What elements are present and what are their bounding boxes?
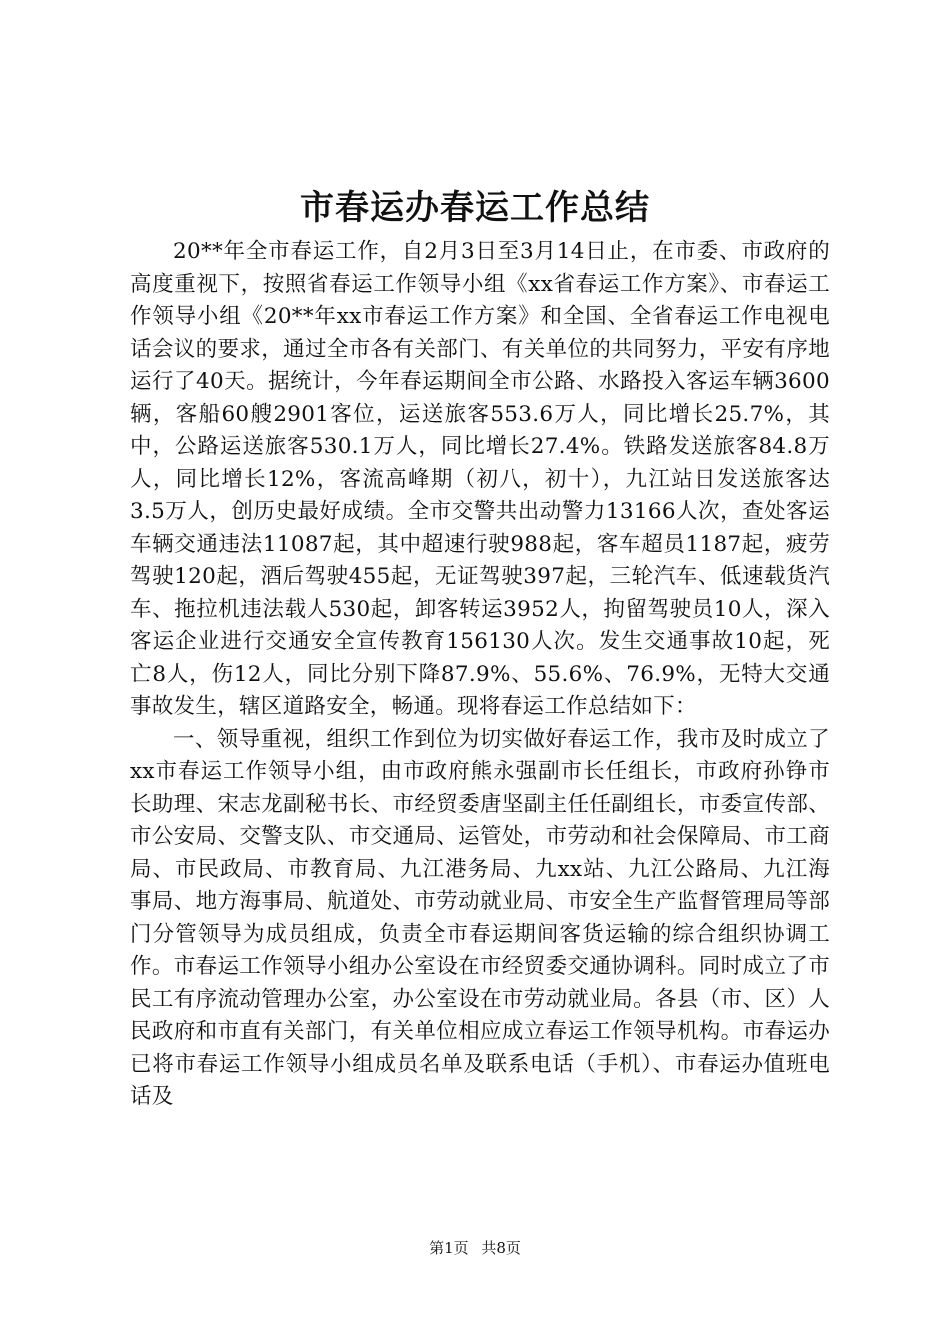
page-footer bbox=[0, 1238, 950, 1258]
page-total: 共8页 bbox=[481, 1239, 521, 1257]
document-body bbox=[130, 236, 830, 1114]
paragraph-summary: 20**年全市春运工作，自2月3日至3月14日止，在市委、市政府的高度重视下，按照省春运工作领导小组《xx省春运工作方案》、市春运工作领导小组《20**年xx市春运工作方案》和全国、全省春运工作电视电话会议的要求，通过全市各有关部门、有关单位的共同努力，平安有序地运行了40天。据统计，今年春运期间全市公路、水路投入客运车辆3600辆，客船60艘2901客位，运送旅客553.6万人，同比增长25.7%，其中，公路运送旅客530.1万人，同比增长27.4%。铁路发送旅客84.8万人，同比增长12%，客流高峰期（初八，初十），九江站日发送旅客达3.5万人，创历史最好成绩。全市交警共出动警力13166人次，查处客运车辆交通违法11087起，其中超速行驶988起，客车超员1187起，疲劳驾驶120起，酒后驾驶455起，无证驾驶397起，三轮汽车、低速载货汽车、拖拉机违法载人530起，卸客转运3952人，拘留驾驶员10人，深入客运企业进行交通安全宣传教育156130人次。发生交通事故10起，死亡8人，伤12人，同比分别下降87.9%、55.6%、76.9%，无特大交通事故发生，辖区道路安全，畅通。现将春运工作总结如下： bbox=[130, 239, 830, 719]
document-title: 市春运办春运工作总结 bbox=[300, 188, 650, 228]
paragraph-leadership: 一、领导重视，组织工作到位为切实做好春运工作，我市及时成立了xx市春运工作领导小组，由市政府熊永强副市长任组长，市政府孙铮市长助理、宋志龙副秘书长、市经贸委唐坚副主任任副组长，市委宣传部、市公安局、交警支队、市交通局、运管处，市劳动和社会保障局、市工商局、市民政局、市教育局、九江港务局、九xx站、九江公路局、九江海事局、地方海事局、航道处、市劳动就业局、市安全生产监督管理局等部门分管领导为成员组成，负责全市春运期间客货运输的综合组织协调工作。市春运工作领导小组办公室设在市经贸委交通协调科。同时成立了市民工有序流动管理办公室，办公室设在市劳动就业局。各县（市、区）人民政府和市直有关部门，有关单位相应成立春运工作领导机构。市春运办已将市春运工作领导小组成员名单及联系电话（手机）、市春运办值班电话及 bbox=[130, 726, 830, 1109]
page-number: 第1页 bbox=[429, 1239, 469, 1257]
